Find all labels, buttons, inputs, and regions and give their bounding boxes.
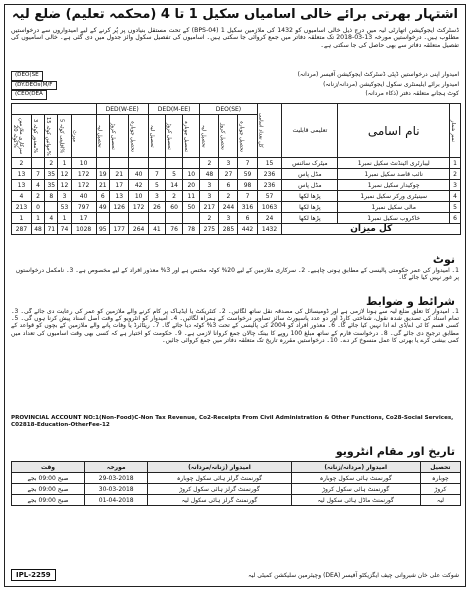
notes-text: 1۔ امیدوار کی عمر حکومتی پالیسی کے مطابق ہونی چاہیے۔ 2۔ سرکاری ملازمین کے لیے 20% کوٹہ مختص ہے اور 3% معذور افراد کے لیے مخصوص ہے۔ 3۔ نامکمل درخواستوں پر غور نہیں کیا جائے گا۔ xyxy=(15,267,459,281)
quota-cell: 13 xyxy=(12,169,32,180)
footer xyxy=(11,568,459,582)
schedule-body xyxy=(12,473,461,506)
count-cell: 5 xyxy=(166,169,183,180)
address-row xyxy=(11,81,459,91)
quota-cell: 1 xyxy=(58,213,71,224)
address-block xyxy=(11,71,459,101)
schedule-header: مورخہ xyxy=(85,462,148,473)
quota-cell: 172 xyxy=(71,180,96,191)
count-cell: 275 xyxy=(200,224,219,235)
count-cell: 11 xyxy=(183,191,200,202)
quota-cell: 2 xyxy=(12,158,32,169)
count-cell: 76 xyxy=(166,224,183,235)
count-cell: 5 xyxy=(148,180,165,191)
schedule-header: وقت xyxy=(12,462,85,473)
count-cell: 10 xyxy=(129,191,148,202)
total-cell: 1432 xyxy=(257,224,282,235)
count-cell xyxy=(129,158,148,169)
schedule-cell: گورنمنٹ گرلز ہائی سکول چوبارہ xyxy=(148,473,291,484)
notes-title: نوٹ xyxy=(432,253,455,266)
qualification-cell: مڈل پاس xyxy=(282,180,338,191)
quota-cell: 74 xyxy=(58,224,71,235)
total-header: کل تعداد اسامی xyxy=(257,104,282,158)
count-cell: 7 xyxy=(238,158,257,169)
quota-cell: 48 xyxy=(31,224,44,235)
conditions-title: شرائط و ضوابط xyxy=(365,295,455,308)
count-cell: 59 xyxy=(238,169,257,180)
count-cell: 20 xyxy=(183,180,200,191)
serial-cell: 6 xyxy=(450,213,461,224)
schedule-cell: صبح 09:00 بجے xyxy=(12,473,85,484)
count-cell xyxy=(148,213,165,224)
sub-header: تحصیل کروڑ xyxy=(110,115,129,158)
table-row xyxy=(12,169,461,180)
count-cell: 13 xyxy=(110,191,129,202)
total-cell: 236 xyxy=(257,180,282,191)
serial-cell: 5 xyxy=(450,202,461,213)
address-text: امیدوار برائے ایلیمنٹری سکول ایجوکیشن (مردانہ/زنانہ) xyxy=(323,80,459,88)
intro-paragraph: ڈسٹرکٹ ایجوکیشن اتھارٹی لیہ میں درج ذیل خالی اسامیوں کو 1432 کی ملازمین سکیل 1 (BPS-04) کے تحت مستقل بنیادوں پر پُر کرنے کے لیے امیدواروں سے درخواستیں مطلوب ہیں۔ درخواستیں مورخہ 13-03-2018 تک متعلقہ دفاتر میں جمع کروائی جا سکتی ہیں۔ اسامیوں کی تفصیل سکول وائز جدول میں دی گئی ہے۔ خالی اسامیوں کی تفصیل متعلقہ دفاتر سے بھی حاصل کی جا سکتی ہے۔ xyxy=(11,27,459,49)
count-cell: 10 xyxy=(183,169,200,180)
count-cell xyxy=(166,158,183,169)
quota-cell: 1028 xyxy=(71,224,96,235)
table-row xyxy=(12,158,461,169)
post-name-cell: سینیٹری ورکر سکیل نمبر1 xyxy=(338,191,450,202)
sub-header: تحصیل کروڑ xyxy=(219,115,238,158)
qualification-cell: پڑھا لکھا xyxy=(282,213,338,224)
count-cell: 60 xyxy=(166,202,183,213)
count-cell xyxy=(96,158,109,169)
count-cell: 244 xyxy=(219,202,238,213)
sub-header: تحصیل چوبارہ xyxy=(129,115,148,158)
count-cell: 21 xyxy=(110,169,129,180)
count-cell: 177 xyxy=(110,224,129,235)
quota-cell: 213 xyxy=(12,202,32,213)
count-cell: 2 xyxy=(219,191,238,202)
quota-cell: 10 xyxy=(71,158,96,169)
quota-header: اقلیتی کوٹہ 5% xyxy=(58,115,71,158)
table-row xyxy=(12,213,461,224)
count-cell: 50 xyxy=(183,202,200,213)
schedule-row xyxy=(12,473,461,484)
group-header: DED(W-EE) xyxy=(96,104,148,115)
count-cell: 6 xyxy=(219,180,238,191)
total-row xyxy=(12,224,461,235)
sub-header: تحصیل لیہ xyxy=(96,115,109,158)
total-cell: 15 xyxy=(257,158,282,169)
quota-cell: 797 xyxy=(71,202,96,213)
count-cell: 217 xyxy=(200,202,219,213)
quota-cell: 1 xyxy=(31,213,44,224)
schedule-header: امیدوار (زنانہ/مردانہ) xyxy=(148,462,291,473)
schedule-cell: لیہ xyxy=(420,495,460,506)
quota-cell: 1 xyxy=(58,158,71,169)
count-cell: 95 xyxy=(96,224,109,235)
quota-cell: 1 xyxy=(12,213,32,224)
address-tag: (DEO(SE xyxy=(11,71,43,81)
count-cell: 3 xyxy=(219,213,238,224)
count-cell xyxy=(183,213,200,224)
group-header: DED(M-EE) xyxy=(148,104,200,115)
quota-cell xyxy=(45,202,58,213)
ad-title: اشتہار بھرتی برائے خالی اسامیاں سکیل 1 تا 4 (محکمہ تعلیم) ضلع لیہ xyxy=(12,7,458,22)
schedule-title: تاریخ اور مقام انٹرویو xyxy=(335,445,455,458)
serial-cell: 3 xyxy=(450,180,461,191)
count-cell: 285 xyxy=(219,224,238,235)
sub-header: تحصیل چوبارہ xyxy=(238,115,257,158)
count-cell: 3 xyxy=(148,191,165,202)
count-cell: 48 xyxy=(200,169,219,180)
count-cell: 316 xyxy=(238,202,257,213)
schedule-cell: گورنمنٹ گرلز ہائی سکول لیہ xyxy=(148,495,291,506)
quota-cell: 2 xyxy=(31,191,44,202)
quota-cell: 3 xyxy=(58,191,71,202)
address-text: کوٹ ہجانے متعلقہ دفتر (ذکاء مردانہ) xyxy=(365,90,459,97)
quota-cell: 4 xyxy=(31,180,44,191)
count-cell: 2 xyxy=(200,158,219,169)
quota-cell: 12 xyxy=(58,169,71,180)
quota-header: میرٹ xyxy=(71,115,96,158)
serial-cell: 4 xyxy=(450,191,461,202)
total-cell: 1063 xyxy=(257,202,282,213)
count-cell: 264 xyxy=(129,224,148,235)
schedule-cell: صبح 09:00 بجے xyxy=(12,484,85,495)
table-row xyxy=(12,191,461,202)
conditions-text: 1۔ امیدوار کا تعلق ضلع لیہ سے ہونا لازمی ہے اور ڈومیسائل کی مصدقہ نقل ساتھ لگائیں۔ 2۔ کنٹریکٹ یا ایڈہاک پر کام کرنے والے ملازمین کو عمر کی رعایت دی جائے گی۔ 3۔ تمام اسناد کی تصدیق شدہ نقول، شناختی کارڈ اور دو عدد پاسپورٹ سائز تصاویر درخواست کے ہمراہ لگائیں۔ 4۔ امیدوار کو انٹرویو کے وقت اصل اسناد پیش کرنا ہوں گی۔ 5۔ کسی قسم کا ٹی اے/ڈی اے ادا نہیں کیا جائے گا۔ 6۔ معذور افراد کو 2004 کی پالیسی کے تحت 3% کوٹہ دیا جائے گا۔ 7۔ ریٹائرڈ یا وفات پانے والے ملازمین کے بچوں کو قواعد کے مطابق ترجیح دی جائے گی۔ 8۔ درخواست فارم کے ساتھ مبلغ 100 روپے کا بینک چالان جمع کروانا لازمی ہے۔ 9۔ حکومت کو اختیار ہے کہ کسی بھی وقت اسامیوں کی تعداد میں کمی بیشی کرے یا بھرتی کا عمل منسوخ کر دے۔ 10۔ درخواستیں مقررہ تاریخ تک متعلقہ دفاتر میں جمع کروائی جائیں۔ xyxy=(11,308,459,344)
schedule-cell: صبح 09:00 بجے xyxy=(12,495,85,506)
count-cell: 6 xyxy=(238,213,257,224)
qualification-cell: میٹرک سائنس xyxy=(282,158,338,169)
count-cell: 3 xyxy=(219,158,238,169)
quota-cell: 35 xyxy=(45,180,58,191)
quota-header: معذور کوٹہ 3% xyxy=(31,115,44,158)
total-cell: 57 xyxy=(257,191,282,202)
schedule-header: امیدوار (مردانہ/زنانہ) xyxy=(291,462,420,473)
post-name-cell: چوکیدار سکیل نمبر1 xyxy=(338,180,450,191)
total-label: کل میزان xyxy=(282,224,461,235)
sub-header: تحصیل چوبارہ xyxy=(183,115,200,158)
count-cell xyxy=(96,213,109,224)
count-cell: 3 xyxy=(200,191,219,202)
address-row xyxy=(11,90,459,100)
quota-cell: 0 xyxy=(31,202,44,213)
count-cell xyxy=(166,213,183,224)
count-cell: 7 xyxy=(238,191,257,202)
count-cell: 42 xyxy=(129,180,148,191)
quota-header-group xyxy=(12,104,97,115)
count-cell: 7 xyxy=(148,169,165,180)
table-row xyxy=(12,180,461,191)
count-cell: 27 xyxy=(219,169,238,180)
schedule-cell: گورنمنٹ گرلز ہائی سکول کروڑ xyxy=(148,484,291,495)
quota-cell: 7 xyxy=(31,169,44,180)
quota-cell xyxy=(31,158,44,169)
count-cell: 2 xyxy=(166,191,183,202)
table-row xyxy=(12,202,461,213)
count-cell xyxy=(129,213,148,224)
quota-cell: 2 xyxy=(45,158,58,169)
count-cell: 17 xyxy=(110,180,129,191)
schedule-cell: گورنمنٹ ہائی سکول چوبارہ xyxy=(291,473,420,484)
count-cell: 78 xyxy=(183,224,200,235)
group-header: DEO(SE) xyxy=(200,104,257,115)
quota-cell: 172 xyxy=(71,169,96,180)
vacancy-table xyxy=(11,103,461,235)
address-tag: (DY.DEOs(M/F xyxy=(11,81,57,91)
quota-cell: 40 xyxy=(71,191,96,202)
total-cell: 24 xyxy=(257,213,282,224)
count-cell: 14 xyxy=(166,180,183,191)
total-cell: 236 xyxy=(257,169,282,180)
sub-header: تحصیل لیہ xyxy=(148,115,165,158)
post-name-cell: نائب قاصد سکیل نمبر1 xyxy=(338,169,450,180)
schedule-cell: چوبارہ xyxy=(420,473,460,484)
schedule-cell: گورنمنٹ ماڈل ہائی سکول لیہ xyxy=(291,495,420,506)
schedule-header: تحصیل xyxy=(420,462,460,473)
count-cell: 98 xyxy=(238,180,257,191)
schedule-cell: گورنمنٹ ہائی سکول کروڑ xyxy=(291,484,420,495)
count-cell: 49 xyxy=(96,202,109,213)
qualification-header: تعلیمی قابلیت xyxy=(282,104,338,158)
provincial-account: PROVINCIAL ACCOUNT NO:1(Non-Food)C-Non Tax Revenue, Co2-Receipts From Civil Administration & Other Functions, Co28-Social Services, C02818-Education-OtherFee-12 xyxy=(11,415,454,428)
quota-cell: 12 xyxy=(58,180,71,191)
quota-cell: 53 xyxy=(58,202,71,213)
count-cell: 442 xyxy=(238,224,257,235)
count-cell xyxy=(110,213,129,224)
address-text: امیدوار اپنی درخواستیں ڈپٹی ڈسٹرکٹ ایجوکیشن آفیسر (مردانہ) xyxy=(297,71,459,78)
quota-cell: 287 xyxy=(12,224,32,235)
count-cell: 40 xyxy=(129,169,148,180)
schedule-cell: 30-03-2018 xyxy=(85,484,148,495)
post-name-cell: مالی سکیل نمبر1 xyxy=(338,202,450,213)
interview-schedule-table xyxy=(11,461,461,506)
count-cell: 26 xyxy=(148,202,165,213)
quota-cell: 35 xyxy=(45,169,58,180)
quota-cell: 4 xyxy=(45,213,58,224)
quota-cell: 8 xyxy=(45,191,58,202)
qualification-cell: پڑھا لکھا xyxy=(282,202,338,213)
quota-cell: 4 xyxy=(12,191,32,202)
sub-header: تحصیل لیہ xyxy=(200,115,219,158)
count-cell xyxy=(110,158,129,169)
vacancy-table-body xyxy=(12,158,461,235)
address-row xyxy=(11,71,459,81)
serial-cell: 2 xyxy=(450,169,461,180)
ipl-code: IPL-2259 xyxy=(11,569,56,581)
schedule-row xyxy=(12,495,461,506)
count-cell: 3 xyxy=(200,180,219,191)
qualification-cell: مڈل پاس xyxy=(282,169,338,180)
quota-cell: 17 xyxy=(71,213,96,224)
signer: شوکت علی خان شیروانی چیف ایگزیکٹو آفیسر (DEA) وچیئرمین سلیکشن کمیٹی لیہ xyxy=(248,571,459,579)
sub-header: تحصیل کروڑ xyxy=(166,115,183,158)
count-cell xyxy=(183,158,200,169)
quota-header: سرکاری ملازمین کوٹہ 20% xyxy=(12,115,32,158)
quota-cell: 13 xyxy=(12,180,32,191)
count-cell xyxy=(148,158,165,169)
post-name-cell: لیبارٹری اٹینڈنٹ سکیل نمبر1 xyxy=(338,158,450,169)
post-name-header: نام اسامی xyxy=(338,104,450,158)
quota-header: خواتین کوٹہ 15% xyxy=(45,115,58,158)
schedule-row xyxy=(12,484,461,495)
schedule-cell: کروڑ xyxy=(420,484,460,495)
post-name-cell: خاکروب سکیل نمبر1 xyxy=(338,213,450,224)
serial-header: نمبر شمار xyxy=(450,104,461,158)
qualification-cell: پڑھا لکھا xyxy=(282,191,338,202)
address-tag: (CEO(DEA xyxy=(11,90,47,100)
count-cell: 21 xyxy=(96,180,109,191)
quota-cell: 71 xyxy=(45,224,58,235)
count-cell: 41 xyxy=(148,224,165,235)
count-cell: 126 xyxy=(110,202,129,213)
advertisement xyxy=(4,4,466,587)
count-cell: 6 xyxy=(96,191,109,202)
count-cell: 19 xyxy=(96,169,109,180)
schedule-cell: 29-03-2018 xyxy=(85,473,148,484)
schedule-cell: 01-04-2018 xyxy=(85,495,148,506)
count-cell: 2 xyxy=(200,213,219,224)
serial-cell: 1 xyxy=(450,158,461,169)
count-cell: 172 xyxy=(129,202,148,213)
